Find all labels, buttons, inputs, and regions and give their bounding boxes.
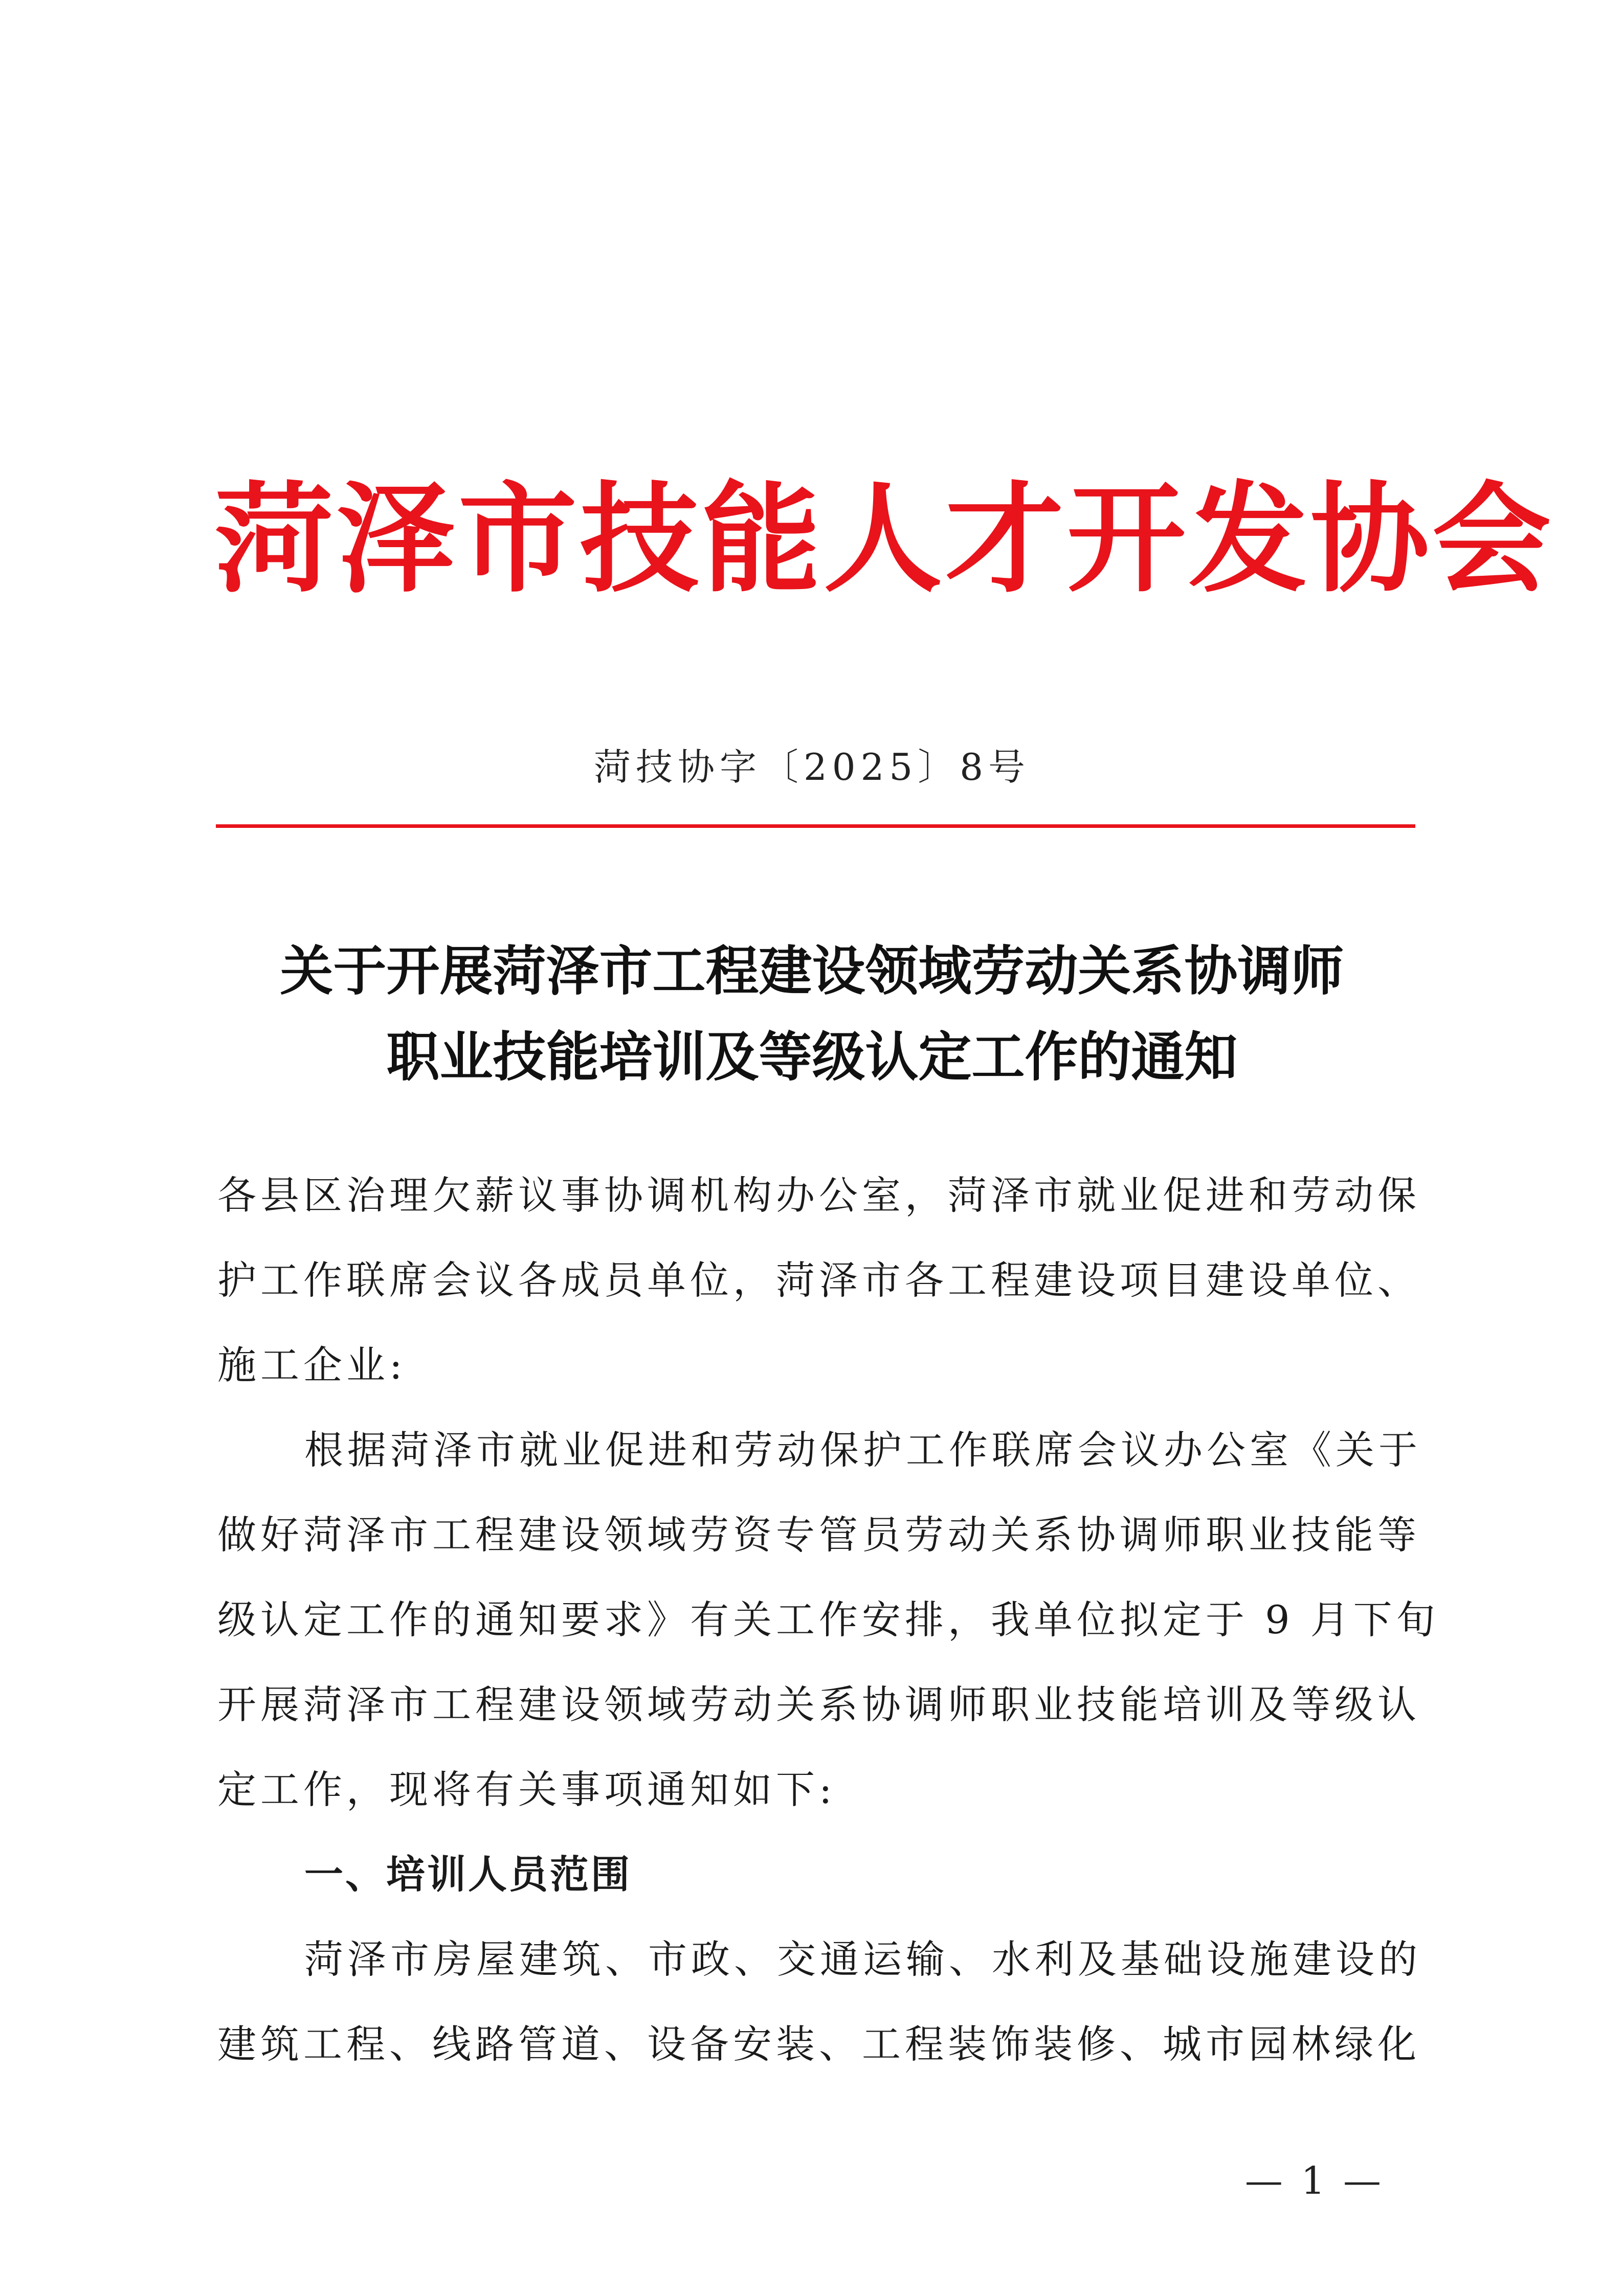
paragraph-line: 定工作，现将有关事项通知如下:	[217, 1767, 836, 1812]
paragraph-line: 做好菏泽市工程建设领域劳资专管员劳动关系协调师职业技能等	[217, 1512, 1420, 1558]
section-heading: 一、培训人员范围	[304, 1852, 632, 1897]
paragraph-line: 建筑工程、线路管道、设备安装、工程装饰装修、城市园林绿化	[217, 2021, 1420, 2067]
paragraph-line: 菏泽市房屋建筑、市政、交通运输、水利及基础设施建设的	[304, 1937, 1421, 1982]
paragraph-line: 级认定工作的通知要求》有关工作安排，我单位拟定于 9 月下旬	[217, 1597, 1439, 1642]
paragraph-line: 开展菏泽市工程建设领域劳动关系协调师职业技能培训及等级认	[217, 1682, 1420, 1727]
notice-body	[217, 1153, 1439, 2087]
addressee-line: 施工企业:	[217, 1342, 407, 1388]
notice-title-line-2: 职业技能培训及等级认定工作的通知	[386, 1025, 1238, 1088]
addressee-line: 护工作联席会议各成员单位，菏泽市各工程建设项目建设单位、	[217, 1257, 1420, 1303]
issuing-organization-title: 菏泽市技能人才开发协会	[215, 470, 1554, 609]
page-number: — 1 —	[1244, 2159, 1385, 2203]
notice-title	[153, 928, 1471, 1100]
document-number: 菏技协字〔2025〕8号	[593, 746, 1031, 789]
notice-title-line-1: 关于开展菏泽市工程建设领域劳动关系协调师	[280, 939, 1344, 1002]
red-separator-line	[216, 824, 1415, 828]
paragraph-line: 根据菏泽市就业促进和劳动保护工作联席会议办公室《关于	[304, 1427, 1421, 1473]
addressee-line: 各县区治理欠薪议事协调机构办公室，菏泽市就业促进和劳动保	[217, 1173, 1420, 1218]
